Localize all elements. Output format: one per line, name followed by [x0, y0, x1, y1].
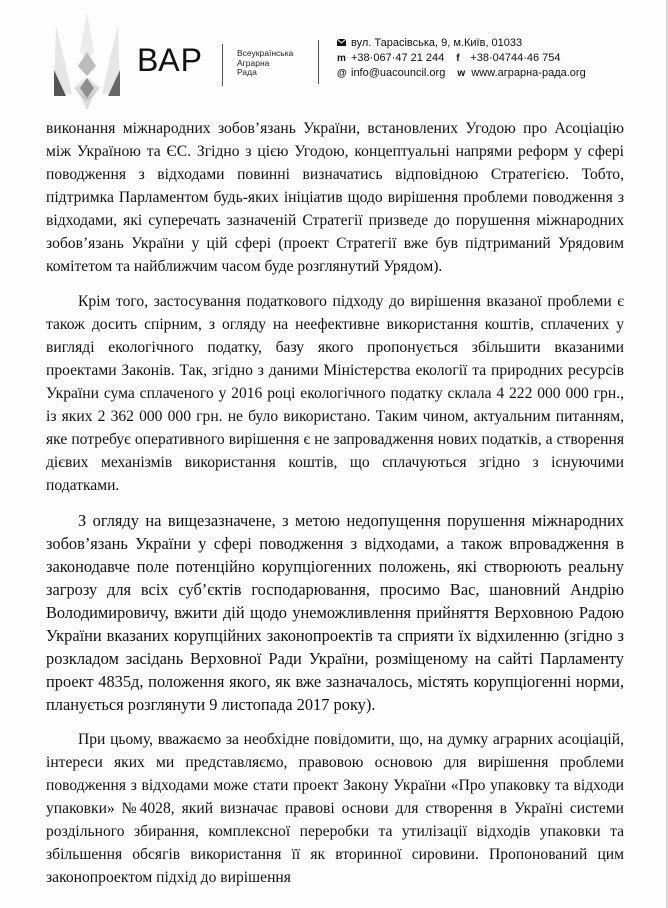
mobile-icon: m: [337, 53, 346, 64]
org-line: Рада: [237, 67, 257, 77]
email-icon: @: [337, 68, 347, 79]
org-line: Всеукраїнська: [237, 48, 294, 58]
letter-body: [46, 117, 624, 889]
paragraph: З огляду на вищезазначене, з метою недопущення порушення міжнародних зобов’язань України у сфері поводження з відходами, а також впровадження в законодавче поле потенційно корупціогенних положень, які створюють реальну загрозу для всіх суб’єктів господарювання, просимо Вас, шановний Андрію Володимировичу, вжити дій щодо унеможливлення прийняття Верховною Радою України вказаних корупційних законопроектів та сприяти їх відхиленню (згідно з розкладом засідань Верховної Ради України, розміщеному на сайті Парламенту проект 4835д, положення якого, як вже зазначалось, містять корупціогенні норми, планується розглянути 9 листопада 2017 року).: [46, 511, 624, 714]
web-icon: w: [457, 68, 466, 79]
mobile-phone: +38·067·47 21 244: [351, 52, 445, 64]
trident-logo-icon: [52, 12, 122, 110]
org-line: Аграрна: [237, 57, 270, 68]
fax-number: +38·04744·46 754: [470, 52, 561, 64]
paragraph: При цьому, вважаємо за необхідне повідомити, що, на думку аграрних асоціацій, інтереси яких ми представляємо, правовою основою для вирішення проблеми поводження з відходами може стати проект Закону України «Про упаковку та відходи упаковки» №4028, який визначає правові основи для створення в Україні системи роздільного збирання, комплексної переробки та утилізації відходів упаковки та збільшення обсягів використання її як вторинної сировини. Пропонований цим законопроектом підхід до вирішення: [46, 731, 624, 886]
letterhead: [0, 0, 668, 110]
brand-name: ВАР: [137, 42, 203, 78]
address-text: вул. Тарасівська, 9, м.Київ, 01033: [351, 37, 523, 49]
email-link[interactable]: info@uacouncil.org: [351, 67, 446, 79]
contact-block: [337, 36, 586, 81]
org-name: [237, 49, 293, 78]
paragraph: виконання міжнародних зобов’язань України, встановлених Угодою про Асоціацію між Україною та ЄС. Згідно з цією Угодою, концептуальні напрями реформ у сфері поводження з відходами повинні визначатись відповідною Стратегією. Тобто, підтримка Парламентом будь-яких ініціатив щодо вирішення проблеми поводження з відходами, які суперечать зазначеній Стратегії призведе до порушення міжнародних зобов’язань України у цій сфері (проект Стратегії вже був підтриманий Урядовим комітетом та найближчим часом буде розглянутий Урядом).: [46, 120, 624, 275]
divider: [318, 40, 319, 84]
website-link[interactable]: www.аграрна-рада.org: [471, 67, 586, 79]
divider: [222, 44, 223, 86]
web-row: [337, 66, 586, 81]
address-row: [337, 36, 586, 51]
mail-icon: [337, 36, 351, 51]
phone-row: [337, 51, 586, 66]
fax-icon: f: [456, 53, 460, 64]
paragraph: Крім того, застосування податкового підходу до вирішення вказаної проблеми є також досить спірним, з огляду на неефективне використання коштів, сплачених у вигляді екологічного податку, базу якого пропонується збільшити вказаними проектами Законів. Так, згідно з даними Міністерства екології та природних ресурсів України сума сплаченого у 2016 році екологічного податку склала 4 222 000 000 грн., із яких 2 362 000 000 грн. не було використано. Таким чином, актуальним питанням, яке потребує оперативного вирішення є не запровадження нових податків, а створення дієвих механізмів використання коштів, що сплачуються згідно з існуючими податками.: [46, 293, 624, 494]
